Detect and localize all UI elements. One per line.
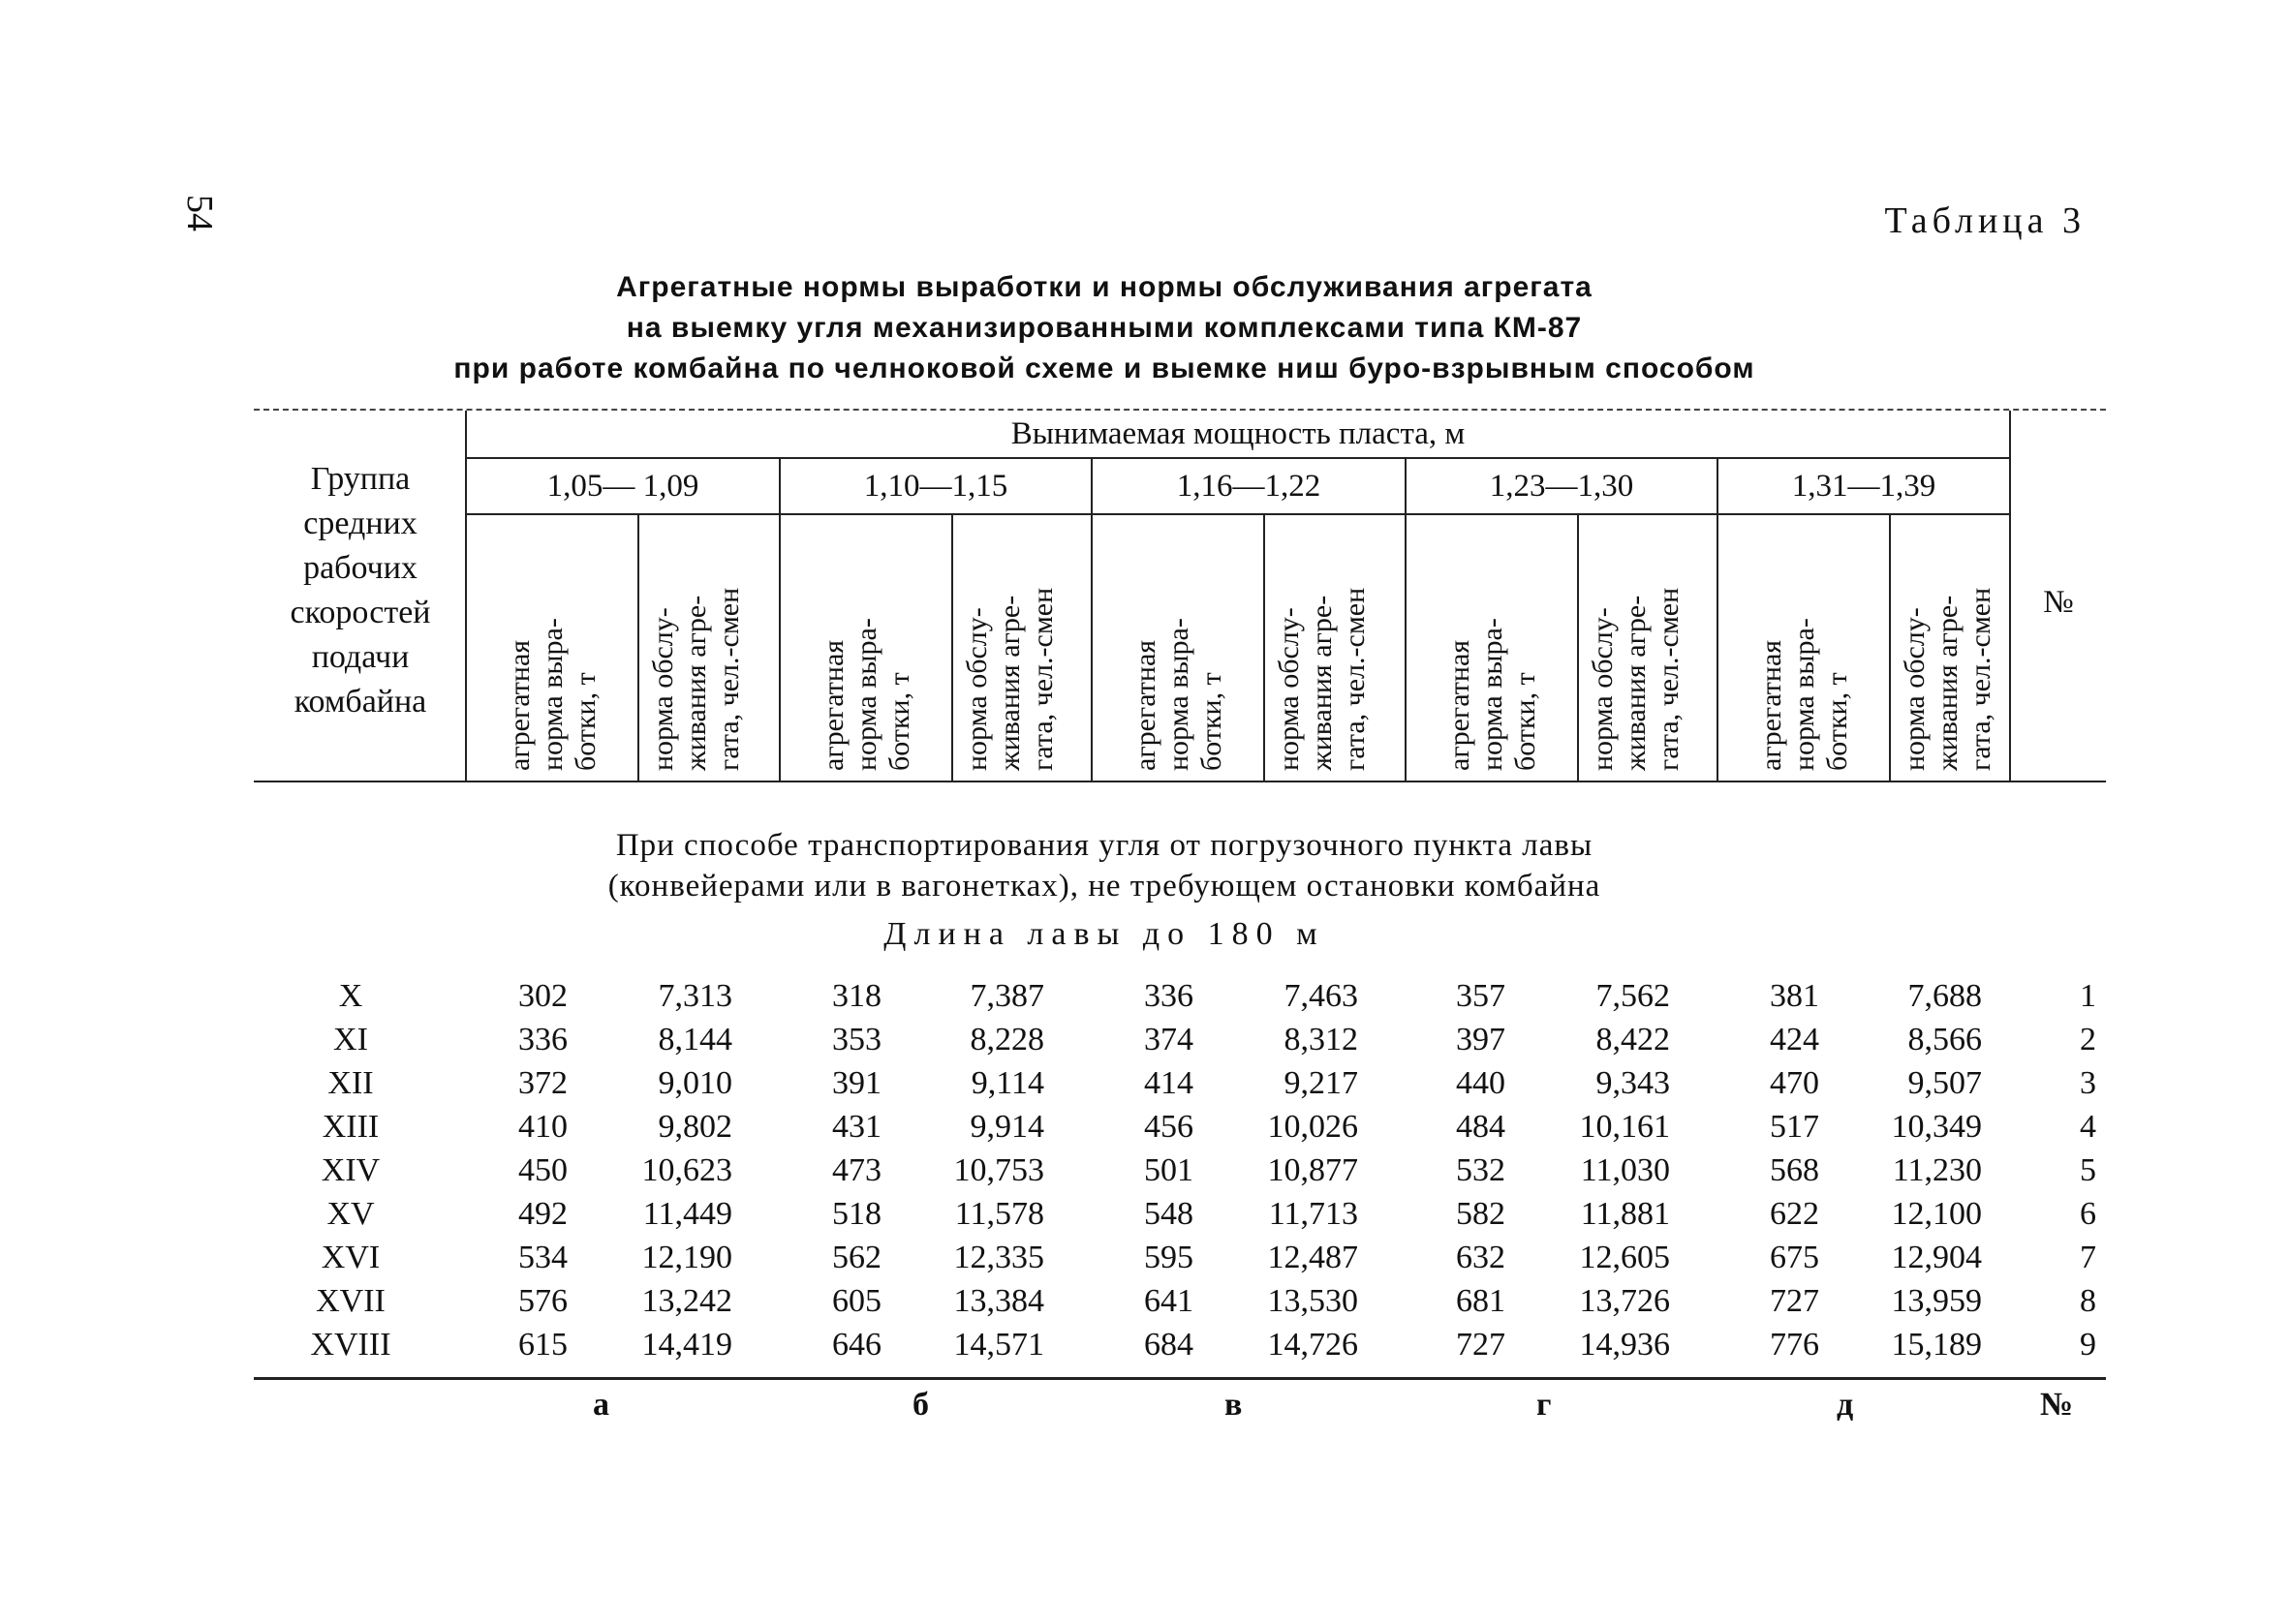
- value-cell: 576: [518, 1283, 568, 1319]
- page-number: 54: [179, 195, 220, 231]
- column-rule: [1577, 515, 1579, 781]
- table-row: [0, 1327, 2289, 1370]
- range-header: 1,05— 1,09: [546, 469, 699, 504]
- header-top-rule: [254, 409, 2106, 411]
- value-cell: 10,753: [953, 1152, 1044, 1188]
- value-cell: 727: [1456, 1327, 1505, 1363]
- value-cell: 776: [1770, 1327, 1819, 1363]
- table-row: [0, 1152, 2289, 1196]
- value-cell: 10,161: [1579, 1109, 1670, 1145]
- group-column-header: [254, 457, 467, 724]
- group-header-line: скоростей: [290, 595, 431, 630]
- range-rule: [467, 513, 2009, 515]
- range-header: 1,23—1,30: [1489, 469, 1634, 504]
- column-rule: [1717, 459, 1718, 781]
- table-label: Таблица 3: [1884, 200, 2086, 241]
- value-cell: 615: [518, 1327, 568, 1363]
- group-header-line: комбайна: [294, 684, 427, 720]
- table-row: [0, 1109, 2289, 1152]
- value-cell: 8,144: [658, 1022, 732, 1057]
- value-cell: 12,904: [1891, 1240, 1982, 1275]
- norm-header-line: агрегатная: [1129, 639, 1161, 771]
- group-cell: XIV: [321, 1152, 381, 1188]
- footer-letter: д: [1837, 1387, 1854, 1423]
- row-number: 3: [2080, 1065, 2096, 1101]
- value-cell: 484: [1456, 1109, 1505, 1145]
- norm-header-line: агрегатная: [1443, 639, 1475, 771]
- value-cell: 318: [832, 978, 882, 1014]
- value-cell: 397: [1456, 1022, 1505, 1057]
- column-rule: [779, 459, 781, 781]
- norm-header-line: агрегатная: [818, 639, 850, 771]
- value-cell: 381: [1770, 978, 1819, 1014]
- value-cell: 501: [1144, 1152, 1193, 1188]
- value-cell: 12,100: [1891, 1196, 1982, 1232]
- norm-col-header: [1129, 618, 1228, 771]
- norm-col-header: [1755, 618, 1854, 771]
- norm-header-line: норма выра-: [537, 618, 569, 771]
- column-rule: [951, 515, 953, 781]
- value-cell: 492: [518, 1196, 568, 1232]
- value-cell: 11,230: [1892, 1152, 1982, 1188]
- service-header-line: норма обслу-: [647, 607, 679, 771]
- value-cell: 684: [1144, 1327, 1193, 1363]
- value-cell: 391: [832, 1065, 882, 1101]
- value-cell: 9,217: [1284, 1065, 1358, 1101]
- value-cell: 473: [832, 1152, 882, 1188]
- title-line: при работе комбайна по челноковой схеме и выемке ниш буро-взрывным способом: [453, 352, 1755, 384]
- value-cell: 10,623: [641, 1152, 732, 1188]
- service-header-line: живания агре-: [1306, 595, 1338, 771]
- value-cell: 7,387: [970, 978, 1044, 1014]
- service-col-header: [1587, 588, 1686, 771]
- footer-no: №: [2040, 1387, 2074, 1423]
- value-cell: 595: [1144, 1240, 1193, 1275]
- value-cell: 410: [518, 1109, 568, 1145]
- value-cell: 431: [832, 1109, 882, 1145]
- value-cell: 14,726: [1267, 1327, 1358, 1363]
- group-cell: XVIII: [310, 1327, 391, 1363]
- service-header-line: гата, чел.-смен: [1027, 587, 1059, 771]
- norm-header-line: ботки, т: [1821, 672, 1853, 771]
- column-rule: [2009, 411, 2011, 781]
- value-cell: 568: [1770, 1152, 1819, 1188]
- value-cell: 372: [518, 1065, 568, 1101]
- norm-header-line: ботки, т: [1509, 672, 1541, 771]
- service-header-line: живания агре-: [994, 595, 1026, 771]
- service-header-line: норма обслу-: [961, 607, 993, 771]
- value-cell: 14,419: [641, 1327, 732, 1363]
- value-cell: 8,312: [1284, 1022, 1358, 1057]
- value-cell: 12,487: [1267, 1240, 1358, 1275]
- service-col-header: [1273, 588, 1372, 771]
- value-cell: 7,562: [1595, 978, 1670, 1014]
- value-cell: 727: [1770, 1283, 1819, 1319]
- value-cell: 582: [1456, 1196, 1505, 1232]
- value-cell: 14,936: [1579, 1327, 1670, 1363]
- title-line: на выемку угля механизированными комплексами типа КМ-87: [626, 312, 1583, 344]
- value-cell: 11,881: [1580, 1196, 1670, 1232]
- value-cell: 8,228: [970, 1022, 1044, 1057]
- group-cell: XII: [327, 1065, 374, 1101]
- range-header: 1,16—1,22: [1176, 469, 1321, 504]
- value-cell: 374: [1144, 1022, 1193, 1057]
- value-cell: 7,463: [1284, 978, 1358, 1014]
- value-cell: 353: [832, 1022, 882, 1057]
- value-cell: 9,914: [970, 1109, 1044, 1145]
- value-cell: 440: [1456, 1065, 1505, 1101]
- value-cell: 336: [518, 1022, 568, 1057]
- value-cell: 12,335: [953, 1240, 1044, 1275]
- group-cell: XVII: [316, 1283, 386, 1319]
- value-cell: 632: [1456, 1240, 1505, 1275]
- no-header: №: [2043, 585, 2074, 620]
- value-cell: 414: [1144, 1065, 1193, 1101]
- value-cell: 681: [1456, 1283, 1505, 1319]
- value-cell: 357: [1456, 978, 1505, 1014]
- value-cell: 13,959: [1891, 1283, 1982, 1319]
- group-cell: XI: [333, 1022, 368, 1057]
- value-cell: 9,010: [658, 1065, 732, 1101]
- service-header-line: живания агре-: [680, 595, 712, 771]
- group-cell: X: [338, 978, 363, 1014]
- group-header-line: Группа: [310, 461, 411, 497]
- group-header-line: рабочих: [303, 550, 418, 586]
- value-cell: 302: [518, 978, 568, 1014]
- norm-header-line: норма выра-: [1788, 618, 1820, 771]
- value-cell: 13,384: [953, 1283, 1044, 1319]
- column-rule: [1405, 459, 1407, 781]
- row-number: 9: [2080, 1327, 2096, 1363]
- group-cell: XV: [326, 1196, 375, 1232]
- value-cell: 622: [1770, 1196, 1819, 1232]
- table-row: [0, 1283, 2289, 1327]
- value-cell: 336: [1144, 978, 1193, 1014]
- value-cell: 13,530: [1267, 1283, 1358, 1319]
- norm-col-header: [504, 618, 603, 771]
- subtitle-line: При способе транспортирования угля от погрузочного пункта лавы: [615, 828, 1593, 863]
- value-cell: 548: [1144, 1196, 1193, 1232]
- title-line: Агрегатные нормы выработки и нормы обслуживания агрегата: [616, 271, 1593, 303]
- value-cell: 9,507: [1907, 1065, 1982, 1101]
- value-cell: 8,566: [1907, 1022, 1982, 1057]
- length-label: Длина лавы до 180 м: [883, 916, 1325, 952]
- norm-header-line: ботки, т: [570, 672, 602, 771]
- value-cell: 675: [1770, 1240, 1819, 1275]
- service-header-line: норма обслу-: [1587, 607, 1619, 771]
- value-cell: 641: [1144, 1283, 1193, 1319]
- footer-letter: б: [913, 1387, 929, 1423]
- service-header-line: гата, чел.-смен: [713, 587, 745, 771]
- column-rule: [1263, 515, 1265, 781]
- footer-letter: г: [1536, 1387, 1552, 1423]
- subtitle-line: (конвейерами или в вагонетках), не требующем остановки комбайна: [607, 869, 1601, 904]
- footer-letter: а: [593, 1387, 609, 1423]
- value-cell: 10,026: [1267, 1109, 1358, 1145]
- value-cell: 14,571: [953, 1327, 1044, 1363]
- value-cell: 517: [1770, 1109, 1819, 1145]
- value-cell: 424: [1770, 1022, 1819, 1057]
- value-cell: 534: [518, 1240, 568, 1275]
- value-cell: 13,726: [1579, 1283, 1670, 1319]
- range-header: 1,10—1,15: [863, 469, 1008, 504]
- value-cell: 10,877: [1267, 1152, 1358, 1188]
- thickness-rule: [467, 457, 2009, 459]
- range-header: 1,31—1,39: [1791, 469, 1936, 504]
- norm-header-line: норма выра-: [851, 618, 882, 771]
- column-rule: [1889, 515, 1891, 781]
- service-header-line: норма обслу-: [1273, 607, 1305, 771]
- service-header-line: гата, чел.-смен: [1339, 587, 1371, 771]
- row-number: 6: [2080, 1196, 2096, 1232]
- service-header-line: живания агре-: [1620, 595, 1652, 771]
- row-number: 1: [2080, 978, 2096, 1014]
- table-row: [0, 1065, 2289, 1109]
- table-row: [0, 1240, 2289, 1283]
- table-row: [0, 1196, 2289, 1240]
- value-cell: 532: [1456, 1152, 1505, 1188]
- row-number: 8: [2080, 1283, 2096, 1319]
- value-cell: 605: [832, 1283, 882, 1319]
- service-col-header: [1899, 588, 1997, 771]
- table-title: [368, 267, 1840, 389]
- norm-header-line: норма выра-: [1476, 618, 1508, 771]
- header-bottom-rule: [254, 781, 2106, 782]
- table-bottom-rule: [254, 1377, 2106, 1380]
- value-cell: 15,189: [1891, 1327, 1982, 1363]
- row-number: 5: [2080, 1152, 2096, 1188]
- table-row: [0, 978, 2289, 1022]
- value-cell: 11,713: [1268, 1196, 1358, 1232]
- value-cell: 7,688: [1907, 978, 1982, 1014]
- value-cell: 562: [832, 1240, 882, 1275]
- group-header-line: средних: [303, 506, 418, 541]
- value-cell: 450: [518, 1152, 568, 1188]
- norm-header-line: норма выра-: [1162, 618, 1194, 771]
- group-header-line: подачи: [311, 639, 410, 675]
- group-cell: XVI: [321, 1240, 381, 1275]
- value-cell: 9,802: [658, 1109, 732, 1145]
- value-cell: 10,349: [1891, 1109, 1982, 1145]
- service-header-line: гата, чел.-смен: [1653, 587, 1685, 771]
- value-cell: 8,422: [1595, 1022, 1670, 1057]
- column-rule: [637, 515, 639, 781]
- row-number: 7: [2080, 1240, 2096, 1275]
- value-cell: 9,114: [971, 1065, 1044, 1101]
- norm-col-header: [1443, 618, 1542, 771]
- service-col-header: [961, 588, 1060, 771]
- value-cell: 7,313: [658, 978, 732, 1014]
- value-cell: 9,343: [1595, 1065, 1670, 1101]
- service-header-line: гата, чел.-смен: [1964, 587, 1996, 771]
- row-number: 2: [2080, 1022, 2096, 1057]
- value-cell: 456: [1144, 1109, 1193, 1145]
- thickness-label: Вынимаемая мощность пласта, м: [1010, 416, 1466, 451]
- service-header-line: норма обслу-: [1899, 607, 1931, 771]
- section-subtitle: [368, 825, 1840, 906]
- value-cell: 646: [832, 1327, 882, 1363]
- service-header-line: живания агре-: [1932, 595, 1964, 771]
- value-cell: 13,242: [641, 1283, 732, 1319]
- norm-header-line: ботки, т: [883, 672, 915, 771]
- service-col-header: [647, 588, 746, 771]
- footer-letter: в: [1224, 1387, 1243, 1423]
- row-number: 4: [2080, 1109, 2096, 1145]
- value-cell: 11,449: [642, 1196, 732, 1232]
- norm-col-header: [818, 618, 916, 771]
- norm-header-line: агрегатная: [504, 639, 536, 771]
- column-rule: [1091, 459, 1093, 781]
- table-row: [0, 1022, 2289, 1065]
- value-cell: 11,030: [1580, 1152, 1670, 1188]
- norm-header-line: ботки, т: [1195, 672, 1227, 771]
- value-cell: 518: [832, 1196, 882, 1232]
- norm-header-line: агрегатная: [1755, 639, 1787, 771]
- value-cell: 11,578: [954, 1196, 1044, 1232]
- value-cell: 470: [1770, 1065, 1819, 1101]
- value-cell: 12,605: [1579, 1240, 1670, 1275]
- value-cell: 12,190: [641, 1240, 732, 1275]
- group-cell: XIII: [322, 1109, 380, 1145]
